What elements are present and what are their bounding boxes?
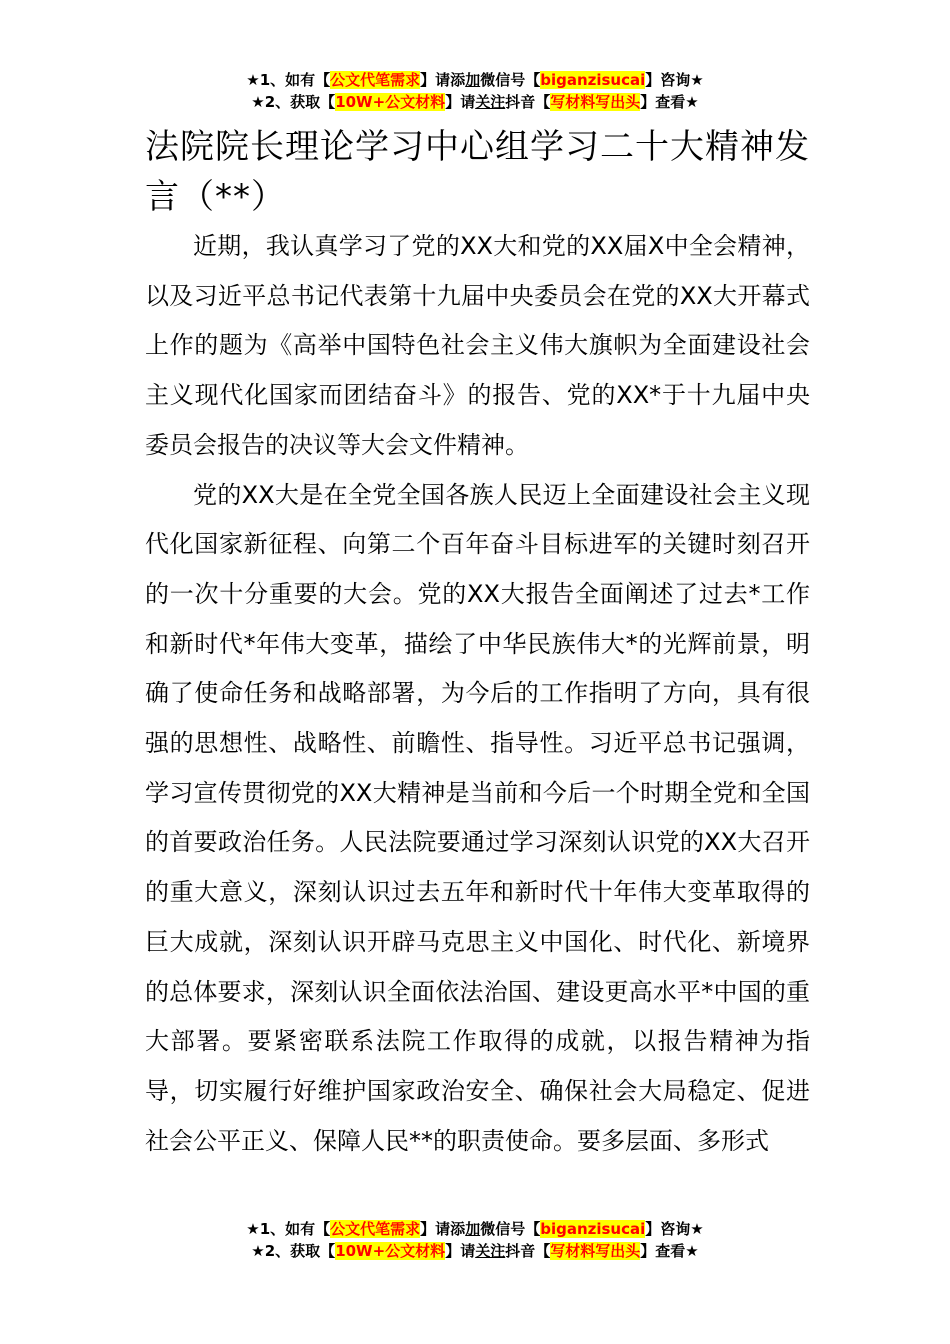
promo-highlight-materials: 10W+公文材料 [335,93,446,111]
promo-underlined-text: 加 [465,1220,481,1238]
promo-text: 】咨询★ [645,1220,704,1238]
promo-text: 】查看★ [640,1242,699,1260]
promo-underlined-text: 加 [465,71,481,89]
promo-text: 】请 [445,1242,476,1260]
promo-text: ★2、获取【 [251,93,336,111]
promo-text: 】查看★ [640,93,699,111]
promo-highlight-materials: 10W+公文材料 [335,1242,446,1260]
promo-highlight-service: 公文代笔需求 [330,71,421,89]
promo-line-2 [0,1240,950,1262]
promo-text: ★1、如有【 [246,71,331,89]
promo-underlined-text: 关注 [475,93,506,111]
promo-text: ★2、获取【 [251,1242,336,1260]
paragraph: 党的XX大是在全党全国各族人民迈上全面建设社会主义现代化国家新征程、向第二个百年奋斗目标进军的关键时刻召开的一次十分重要的大会。党的XX大报告全面阐述了过去*工作和新时代*年伟大变革，描绘了中华民族伟大*的光辉前景，明确了使命任务和战略部署，为今后的工作指明了方向，具有很强的思想性、战略性、前瞻性、指导性。习近平总书记强调，学习宣传贯彻党的XX大精神是当前和今后一个时期全党和全国的首要政治任务。人民法院要通过学习深刻认识党的XX大召开的重大意义，深刻认识过去五年和新时代十年伟大变革取得的巨大成就，深刻认识开辟马克思主义中国化、时代化、新境界的总体要求，深刻认识全面依法治国、建设更高水平*中国的重大部署。要紧密联系法院工作取得的成就，以报告精神为指导，切实履行好维护国家政治安全、确保社会大局稳定、促进社会公平正义、保障人民**的职责使命。要多层面、多形式 [145,480,810,1155]
promo-text: 抖音【 [505,93,551,111]
promo-highlight-douyin: 写材料写出头 [550,93,641,111]
promo-line-1 [0,69,950,91]
promo-text: 】请 [445,93,476,111]
promo-banner-bottom [0,1218,950,1262]
promo-highlight-wechat-id: biganzisucai [540,71,646,89]
document-body [145,222,810,1166]
promo-highlight-douyin: 写材料写出头 [550,1242,641,1260]
promo-text: ★1、如有【 [246,1220,331,1238]
promo-text: 】咨询★ [645,71,704,89]
promo-text: 微信号【 [480,1220,541,1238]
promo-text: 】请添 [420,1220,466,1238]
document-title: 法院院长理论学习中心组学习二十大精神发言（**） [145,127,810,217]
paragraph: 近期，我认真学习了党的XX大和党的XX届X中全会精神，以及习近平总书记代表第十九届中央委员会在党的XX大开幕式上作的题为《高举中国特色社会主义伟大旗帜为全面建设社会主义现代化国家而团结奋斗》的报告、党的XX*于十九届中央委员会报告的决议等大会文件精神。 [145,232,810,459]
promo-highlight-wechat-id: biganzisucai [540,1220,646,1238]
promo-text: 微信号【 [480,71,541,89]
promo-line-2 [0,91,950,113]
promo-highlight-service: 公文代笔需求 [330,1220,421,1238]
promo-line-1 [0,1218,950,1240]
promo-text: 】请添 [420,71,466,89]
promo-banner-top [0,69,950,113]
promo-text: 抖音【 [505,1242,551,1260]
promo-underlined-text: 关注 [475,1242,506,1260]
